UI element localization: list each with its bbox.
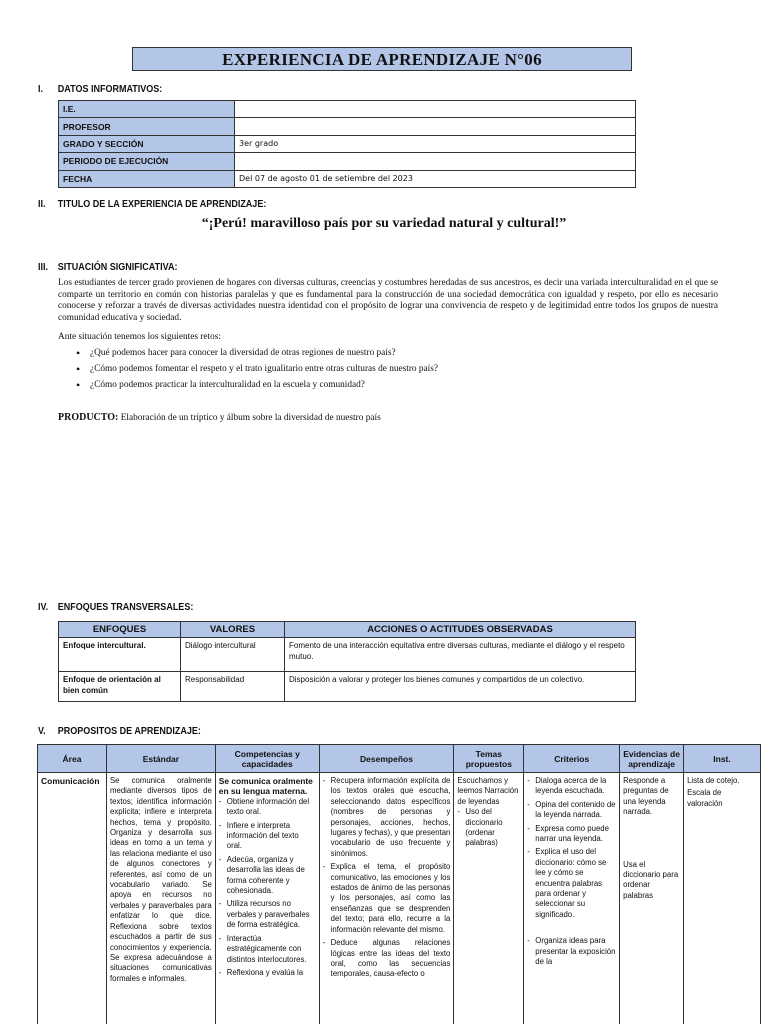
datos-label: FECHA — [59, 170, 235, 187]
list-item: - Utiliza recursos no verbales y paraverbales de forma estratégica. — [219, 899, 316, 930]
section-4-heading: IV. ENFOQUES TRANSVERSALES: — [38, 602, 194, 613]
table-row — [59, 638, 636, 672]
desempenos-list — [323, 776, 451, 980]
criterios-cell — [524, 773, 620, 1024]
instrumentos-cell — [684, 773, 761, 1024]
section-1-heading: I. DATOS INFORMATIVOS: — [38, 84, 163, 95]
datos-label: I.E. — [59, 101, 235, 118]
propositos-table — [37, 744, 761, 1024]
retos-list — [76, 348, 438, 396]
column-header: Evidencias de aprendizaje — [620, 745, 684, 773]
list-item: • ¿Cómo podemos practicar la interculturalidad en la escuela y comunidad? — [76, 380, 438, 396]
list-item: - Infiere e interpreta información del texto oral. — [219, 821, 316, 852]
datos-value — [235, 101, 636, 118]
competencias-cell — [215, 773, 319, 1024]
enfoque-cell: Enfoque intercultural. — [59, 638, 181, 672]
list-item: - Opina del contenido de la leyenda narrada. — [527, 800, 616, 821]
retos-intro: Ante situación tenemos los siguientes retos: — [58, 332, 221, 342]
estandar-cell: Se comunica oralmente mediante diversos tipos de textos; identifica información explícita; infiere e interpreta hechos, tema y propósito. Organiza y desarrolla sus ideas en torno a un tema y las relaciona mediante el uso de algunos conectores y referentes, así como de un vocabulario variado. Se apoya en recursos no verbales y paraverbales para enfatizar lo que dice. Reflexiona sobre textos escuchados a partir de sus conocimientos y experiencia. Se expresa adecuándose a situaciones comunicativas formales e informales. — [106, 773, 215, 1024]
criterios-list-2 — [527, 936, 616, 967]
datos-label: PROFESOR — [59, 118, 235, 135]
situacion-paragraph: Los estudiantes de tercer grado provienen de hogares con diversas culturas, creencias y costumbres heredadas de sus ancestros, es decir una variada interculturalidad en el que se comparte un territorio en común con historias paralelas y que es fundamental para la construcción de una sociedad democrática con igualdad y respeto, por ello es necesario conocerse y reforzar a través de diversas actividades nuestra identidad con el propósito de lograr una convivencia de respeto y de legitimidad entre todos los grupos de nuestra comunidad educativa y sociedad. — [58, 278, 718, 323]
list-item: - Deduce algunas relaciones lógicas entre las ideas del texto oral, como las secuencias temporales, causa-efecto o — [323, 938, 451, 980]
desempenos-cell — [319, 773, 454, 1024]
experience-title: “¡Perú! maravilloso país por su variedad natural y cultural!” — [201, 216, 567, 231]
column-header: Competencias y capacidades — [215, 745, 319, 773]
datos-value — [235, 118, 636, 135]
area-cell: Comunicación — [38, 773, 107, 1024]
producto — [58, 412, 381, 423]
section-5-heading: V. PROPOSITOS DE APRENDIZAJE: — [38, 726, 201, 737]
list-item: • ¿Cómo podemos fomentar el respeto y el trato igualitario entre otras culturas de nuestro país? — [76, 364, 438, 380]
list-item: - Organiza ideas para presentar la exposición de la — [527, 936, 616, 967]
competencia-title: Se comunica oralmente en su lengua materna. — [218, 776, 313, 797]
evidencia-1: Responde a preguntas de una leyenda narrada. — [623, 776, 669, 817]
temas-list — [457, 807, 520, 849]
datos-row — [59, 135, 636, 152]
instrumento-2: Escala de valoración — [687, 788, 723, 808]
evidencias-cell — [620, 773, 684, 1024]
list-item: - Interactúa estratégicamente con distintos interlocutores. — [219, 934, 316, 965]
column-header: Temas propuestos — [454, 745, 524, 773]
temas-cell — [454, 773, 524, 1024]
column-header: Inst. — [684, 745, 761, 773]
list-item: - Recupera información explícita de los textos orales que escucha, seleccionando datos específicos (nombres de personas y personajes, acciones, hechos, lugares y fechas), y que presentan vocabulario de uso frecuente y sinónimos. — [323, 776, 451, 859]
enfoque-cell: Enfoque de orientación al bien común — [59, 672, 181, 702]
datos-row — [59, 101, 636, 118]
list-item: - Uso del diccionario (ordenar palabras) — [457, 807, 520, 849]
datos-label: PERIODO DE EJECUCIÓN — [59, 153, 235, 170]
table-row — [59, 672, 636, 702]
datos-value — [235, 153, 636, 170]
datos-value: 3er grado — [235, 135, 636, 152]
table-row — [38, 773, 761, 1024]
list-item: - Adecúa, organiza y desarrolla las ideas de forma coherente y cohesionada. — [219, 855, 316, 897]
list-item: - Obtiene información del texto oral. — [219, 797, 316, 818]
section-2-heading: II. TITULO DE LA EXPERIENCIA DE APRENDIZAJE: — [38, 199, 267, 210]
document-title: EXPERIENCIA DE APRENDIZAJE N°06 — [132, 47, 632, 71]
column-header: Criterios — [524, 745, 620, 773]
datos-row — [59, 170, 636, 187]
section-3-heading: III. SITUACIÓN SIGNIFICATIVA: — [38, 262, 178, 273]
list-item: - Explica el tema, el propósito comunicativo, las emociones y los estados de ánimo de las personas y los personajes, así como las enseñanzas que se desprenden del texto; para ello, recurre a la información relevante del mismo. — [323, 862, 451, 935]
evidencia-2: Usa el diccionario para ordenar palabras — [623, 859, 679, 900]
column-header: ACCIONES O ACTITUDES OBSERVADAS — [285, 622, 636, 638]
datos-row — [59, 153, 636, 170]
criterios-list — [527, 776, 616, 920]
datos-row — [59, 118, 636, 135]
column-header: Área — [38, 745, 107, 773]
datos-label: GRADO Y SECCIÓN — [59, 135, 235, 152]
column-header: VALORES — [181, 622, 285, 638]
producto-text: Elaboración de un tríptico y álbum sobre la diversidad de nuestro país — [118, 413, 381, 423]
list-item: - Reflexiona y evalúa la — [219, 968, 316, 978]
datos-value: Del 07 de agosto 01 de setiembre del 2023 — [235, 170, 636, 187]
list-item: - Dialoga acerca de la leyenda escuchada. — [527, 776, 616, 797]
column-header: Estándar — [106, 745, 215, 773]
propositos-header-row — [38, 745, 761, 773]
accion-cell: Disposición a valorar y proteger los bienes comunes y compartidos de un colectivo. — [285, 672, 636, 702]
column-header: Desempeños — [319, 745, 454, 773]
column-header: ENFOQUES — [59, 622, 181, 638]
producto-label: PRODUCTO: — [58, 412, 119, 423]
instrumento-1: Lista de cotejo. — [687, 776, 740, 785]
valor-cell: Diálogo intercultural — [181, 638, 285, 672]
enfoques-header-row — [59, 622, 636, 638]
accion-cell: Fomento de una interacción equitativa entre diversas culturas, mediante el diálogo y el respeto mutuo. — [285, 638, 636, 672]
valor-cell: Responsabilidad — [181, 672, 285, 702]
capacidades-list — [219, 797, 316, 979]
datos-informativos-table — [58, 100, 636, 188]
enfoques-table — [58, 621, 636, 702]
temas-text: Escuchamos y leemos Narración de leyendas — [457, 776, 519, 806]
list-item: • ¿Qué podemos hacer para conocer la diversidad de otras regiones de nuestro país? — [76, 348, 438, 364]
list-item: - Explica el uso del diccionario: cómo se lee y cómo se encuentra palabras para ordenar y seleccionar su significado. — [527, 847, 616, 920]
list-item: - Expresa como puede narrar una leyenda. — [527, 824, 616, 845]
